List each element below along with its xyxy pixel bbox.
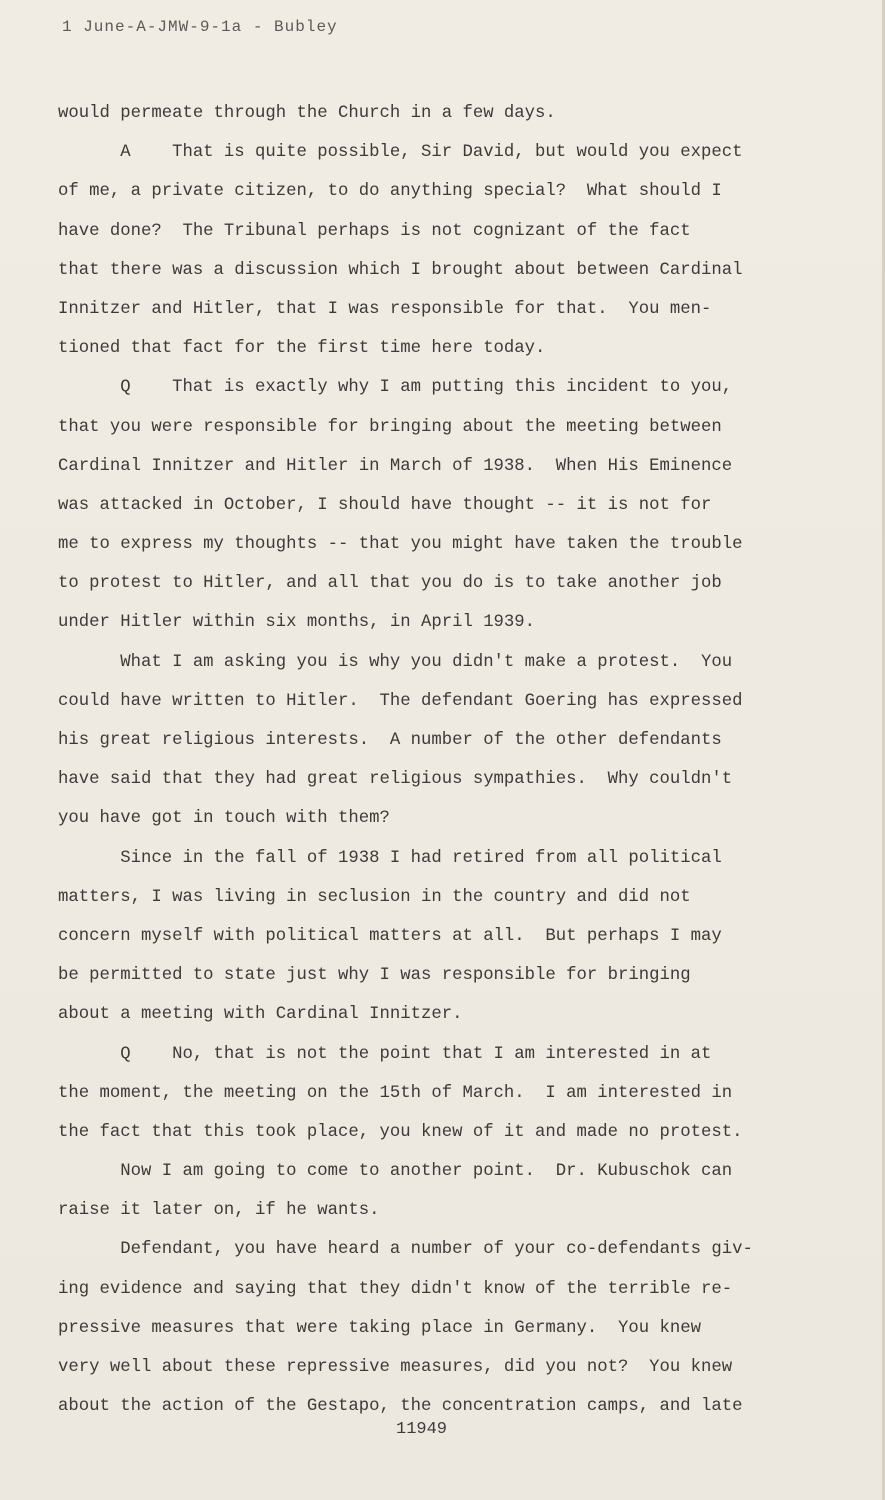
transcript-line: A That is quite possible, Sir David, but would you expect <box>58 143 743 163</box>
transcript-line: would permeate through the Church in a few days. <box>58 104 556 123</box>
transcript-body <box>58 94 828 1426</box>
transcript-line: matters, I was living in seclusion in the country and did not <box>58 887 691 907</box>
transcript-line: raise it later on, if he wants. <box>58 1201 380 1221</box>
transcript-line: his great religious interests. A number of the other defendants <box>58 731 722 750</box>
transcript-line: about a meeting with Cardinal Innitzer. <box>58 1005 463 1025</box>
transcript-line: under Hitler within six months, in April 1939. <box>58 613 536 633</box>
transcript-line: about the action of the Gestapo, the concentration camps, and late <box>58 1397 743 1417</box>
transcript-line: Q That is exactly why I am putting this incident to you, <box>58 378 733 398</box>
transcript-line: that you were responsible for bringing about the meeting between <box>58 417 722 437</box>
transcript-line: you have got in touch with them? <box>58 809 390 829</box>
transcript-line: to protest to Hitler, and all that you do is to take another job <box>58 574 722 594</box>
transcript-line: have said that they had great religious sympathies. Why couldn't <box>58 770 733 790</box>
transcript-line: very well about these repressive measures, did you not? You knew <box>58 1358 733 1377</box>
transcript-line: have done? The Tribunal perhaps is not cognizant of the fact <box>58 221 691 241</box>
transcript-line: Cardinal Innitzer and Hitler in March of 1938. When His Eminence <box>58 456 733 476</box>
transcript-line: Defendant, you have heard a number of your co-defendants giv- <box>58 1240 753 1260</box>
transcript-line: of me, a private citizen, to do anything special? What should I <box>58 182 722 202</box>
transcript-line: Innitzer and Hitler, that I was responsible for that. You men- <box>58 299 712 319</box>
transcript-line: that there was a discussion which I brought about between Cardinal <box>58 260 743 280</box>
transcript-line: pressive measures that were taking place in Germany. You knew <box>58 1318 701 1338</box>
transcript-line: me to express my thoughts -- that you might have taken the trouble <box>58 535 743 555</box>
transcript-line: was attacked in October, I should have thought -- it is not for <box>58 495 712 515</box>
page-number: 11949 <box>396 1420 448 1439</box>
transcript-line: ing evidence and saying that they didn't know of the terrible re- <box>58 1279 733 1299</box>
transcript-line: the moment, the meeting on the 15th of March. I am interested in <box>58 1083 733 1103</box>
transcript-line: tioned that fact for the first time here today. <box>58 339 546 359</box>
transcript-line: be permitted to state just why I was responsible for bringing <box>58 966 691 986</box>
page-header: 1 June-A-JMW-9-1a - Bubley <box>62 18 338 36</box>
transcript-line: Q No, that is not the point that I am interested in at <box>58 1044 712 1064</box>
transcript-line: could have written to Hitler. The defendant Goering has expressed <box>58 691 743 711</box>
transcript-line: Since in the fall of 1938 I had retired from all political <box>58 848 722 868</box>
transcript-line: concern myself with political matters at all. But perhaps I may <box>58 926 722 946</box>
transcript-line: Now I am going to come to another point. Dr. Kubuschok can <box>58 1162 733 1182</box>
transcript-line: What I am asking you is why you didn't make a protest. You <box>58 652 733 672</box>
transcript-line: the fact that this took place, you knew of it and made no protest. <box>58 1122 743 1142</box>
